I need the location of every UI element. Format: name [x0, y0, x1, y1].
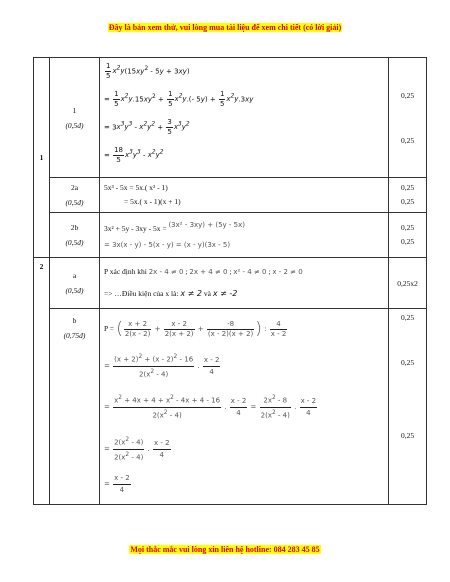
part-label: 2b	[70, 223, 79, 232]
score-cell	[389, 213, 427, 258]
score-cell	[389, 258, 427, 309]
conclusion-value: x ≠ -2	[212, 289, 238, 298]
conclusion-lead: => …Điều kiện của x là:	[104, 289, 179, 298]
score: 0,25	[400, 358, 415, 367]
score-cell	[389, 309, 427, 505]
preview-banner: Đây là bản xem thử, vui lòng mua tài liệu để xem chi tiết (có lời giải)	[108, 23, 342, 32]
part-label: 2a	[70, 183, 79, 192]
solution-cell	[100, 178, 389, 213]
score: 0,25	[400, 431, 415, 440]
part-label-cell	[50, 58, 100, 178]
part-label: b	[72, 316, 77, 325]
solution-cell: P xác định khi 2x - 4 ≠ 0 ; 2x + 4 ≠ 0 ; x² - 4 ≠ 0 ; x - 2 ≠ 0 => …Điều kiện của x là: x ≠ 2 và x ≠ -2	[100, 258, 389, 309]
table-row	[34, 309, 427, 505]
condition: 2x - 4 ≠ 0	[148, 268, 184, 276]
solution-line: = 3x(x - y) - 5(x - y) = (x - y)(3x - 5)	[104, 241, 231, 249]
score: 0,25	[400, 183, 415, 192]
part-points: (0,5đ)	[65, 120, 84, 130]
solution-line-lead: 3x² + 5y - 3xy - 5x =	[104, 224, 167, 233]
score-cell	[389, 178, 427, 213]
score: 0,25	[400, 197, 415, 206]
solution-line: 5x³ - 5x = 5x.( x² - 1)	[104, 183, 168, 192]
score: 0,25	[400, 90, 415, 100]
part-label-cell	[50, 309, 100, 505]
conclusion-value: x ≠ 2	[180, 289, 202, 298]
part-label: a	[72, 271, 77, 280]
score: 0,25	[400, 313, 415, 322]
solution-math: $\frac{1}{5}$ $x^2y(15xy^2 - 5y + 3xy)$ = $\frac{1}{5}$ $x^2y.15xy^2$ + $\frac{1}{5}$ $x^2y.(-$ 5y) + $\frac{1}{5}$ $x^2y.3xy$ = $3x^3y^3 - x^2y^2$ + $\frac{3}{5}$ $x^3y^2$ = $\frac{18}{5}$ $x^3y^3 - x^2y^2$	[104, 61, 254, 164]
score: 0,25	[400, 135, 415, 145]
score: 0,25	[400, 237, 415, 246]
condition: x - 2 ≠ 0	[272, 268, 303, 276]
table-row	[34, 213, 427, 258]
solution-line: = 5x.( x - 1)(x + 1)	[124, 197, 181, 206]
solution-cell	[100, 58, 389, 178]
solution-line-tail: (3x² - 3xy) + (5y - 5x)	[168, 221, 245, 229]
part-points: (0,75đ)	[63, 331, 86, 340]
condition: 2x + 4 ≠ 0	[189, 268, 228, 276]
hotline-banner: Mọi thắc mắc vui lòng xin liên hệ hotline: 084 283 45 85	[130, 545, 320, 554]
table-row	[34, 178, 427, 213]
part-points: (0,5đ)	[65, 198, 84, 207]
table-row	[34, 258, 427, 309]
score-cell	[389, 58, 427, 178]
part-points: (0,5đ)	[65, 286, 84, 295]
conclusion-and: và	[203, 289, 211, 298]
solution-math: P = ( $\frac{x + 2}{2(x - 2)}$ + $\frac{x - 2}{2(x + 2)}$ + $\frac{-8}{(x - 2)(x + 2)}$ ) : $\frac{4}{x - 2}$ = $\frac{(x + 2)^2 + (x - 2)^2 - 16}{2(x^2 - 4)}$ . $\frac{x - 2}{4}$ = $\frac{x^2 + 4x + 4 + x^2 - 4x + 4 - 16}{2(x^2 - 4)}$ . $\frac{x - 2}{4}$ = $\frac{2x^2 - 8}{2(x^2 - 4)}$ . $\frac{x - 2}{4}$ = $\frac{2(x^2 - 4)}{2(x^2 - 4)}$ . $\frac{x - 2}{4}$ = $\frac{x - 2}{4}$	[104, 319, 317, 494]
part-label-cell	[50, 258, 100, 309]
score: 0,25x2	[397, 278, 418, 288]
table-row	[34, 58, 427, 178]
question-number: 1	[34, 58, 50, 258]
part-label: 1	[72, 105, 77, 115]
score: 0,25	[400, 223, 415, 232]
condition-lead: P xác định khi	[104, 267, 147, 276]
solution-table	[33, 57, 427, 505]
part-label-cell	[50, 213, 100, 258]
part-label-cell	[50, 178, 100, 213]
question-number: 2	[34, 258, 50, 505]
p-equals: P =	[104, 324, 114, 333]
solution-cell	[100, 309, 389, 505]
solution-cell	[100, 213, 389, 258]
part-points: (0,5đ)	[65, 238, 84, 247]
condition: x² - 4 ≠ 0	[233, 268, 267, 276]
